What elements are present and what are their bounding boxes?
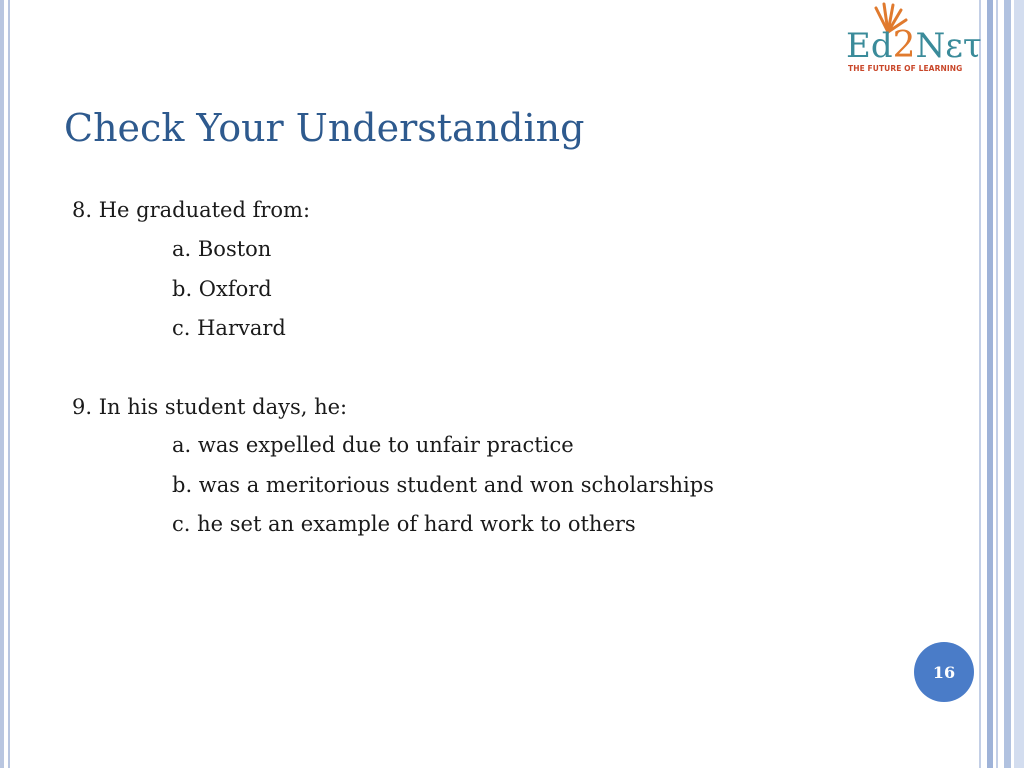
logo-net: Νετ bbox=[915, 26, 982, 66]
question-8-prompt: 8. He graduated from: bbox=[72, 198, 311, 222]
question-9-option-b: b. was a meritorious student and won scholarships bbox=[172, 473, 714, 497]
slide-title: Check Your Understanding bbox=[64, 106, 585, 150]
right-border-stripe bbox=[987, 0, 993, 768]
page-number: 16 bbox=[932, 662, 956, 682]
question-8-option-c: c. Harvard bbox=[172, 316, 286, 340]
right-border-stripe bbox=[979, 0, 981, 768]
page-number-badge bbox=[914, 642, 974, 702]
left-border-line bbox=[0, 0, 4, 768]
question-8-option-a: a. Boston bbox=[172, 237, 272, 261]
question-9-option-c: c. he set an example of hard work to others bbox=[172, 512, 636, 536]
logo-two: 2 bbox=[892, 25, 916, 66]
right-border-stripe bbox=[1014, 0, 1024, 768]
right-border-stripe bbox=[996, 0, 998, 768]
question-9-option-a: a. was expelled due to unfair practice bbox=[172, 433, 574, 457]
logo-tagline: THE FUTURE OF LEARNING bbox=[848, 64, 963, 73]
logo-ed: Ed bbox=[846, 26, 893, 66]
logo-wordmark bbox=[846, 26, 982, 66]
ed2net-logo bbox=[846, 4, 982, 76]
question-9-prompt: 9. In his student days, he: bbox=[72, 395, 348, 419]
left-border-line bbox=[8, 0, 10, 768]
question-8-option-b: b. Oxford bbox=[172, 277, 272, 301]
right-border-stripe bbox=[1004, 0, 1011, 768]
